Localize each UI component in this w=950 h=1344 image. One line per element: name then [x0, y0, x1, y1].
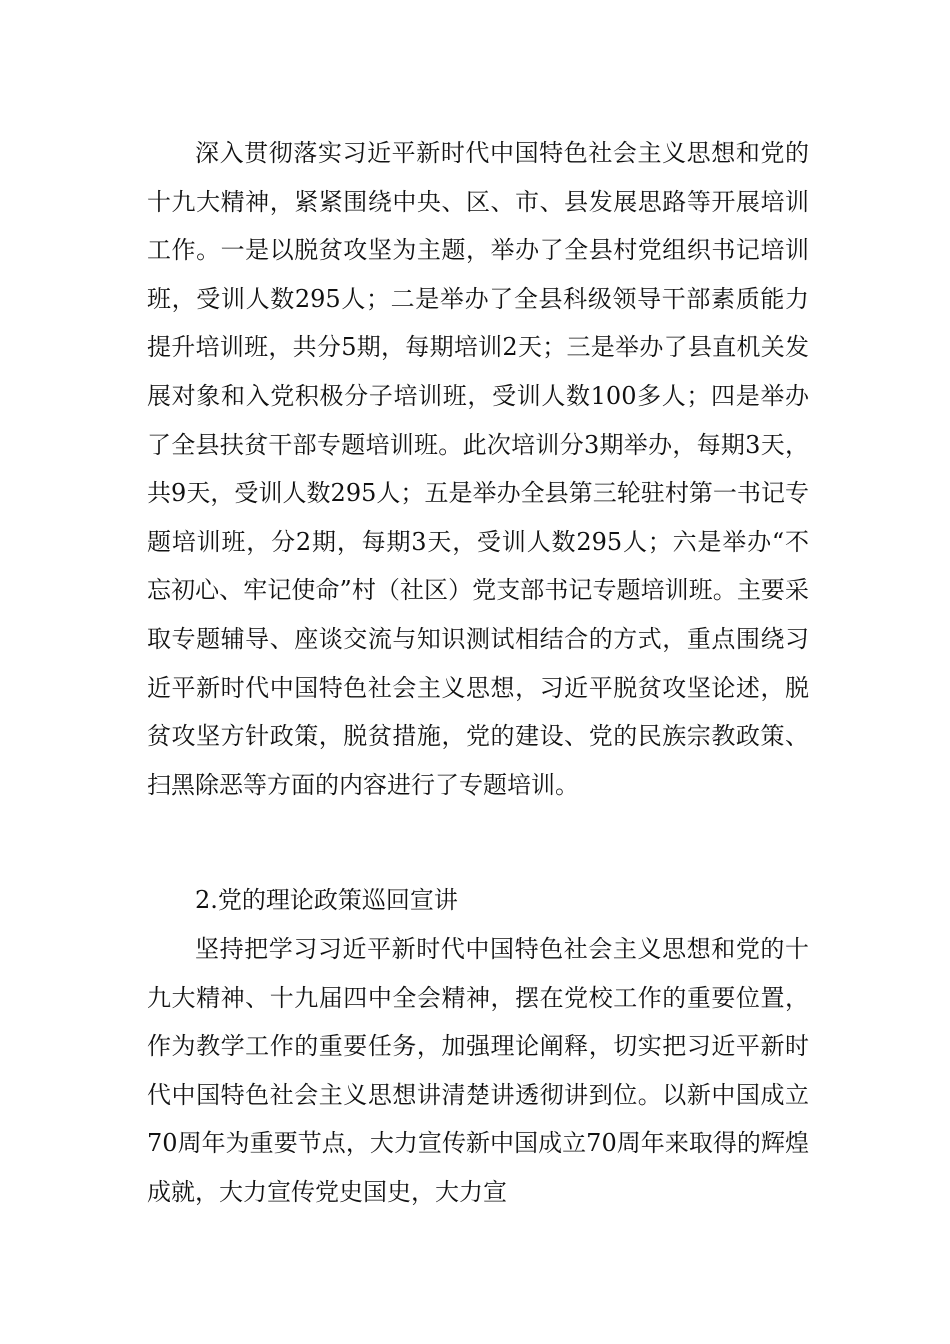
- paragraph-training-work: 深入贯彻落实习近平新时代中国特色社会主义思想和党的十九大精神，紧紧围绕中央、区、市、县发展思路等开展培训工作。一是以脱贫攻坚为主题，举办了全县村党组织书记培训班，受训人数295人；二是举办了全县科级领导干部素质能力提升培训班，共分5期，每期培训2天；三是举办了县直机关发展对象和入党积极分子培训班，受训人数100多人；四是举办了全县扶贫干部专题培训班。此次培训分3期举办，每期3天，共9天，受训人数295人；五是举办全县第三轮驻村第一书记专题培训班，分2期，每期3天，受训人数295人；六是举办“不忘初心、牢记使命”村（社区）党支部书记专题培训班。主要采取专题辅导、座谈交流与知识测试相结合的方式，重点围绕习近平新时代中国特色社会主义思想，习近平脱贫攻坚论述，脱贫攻坚方针政策，脱贫措施，党的建设、党的民族宗教政策、扫黑除恶等方面的内容进行了专题培训。: [147, 139, 809, 799]
- section-heading: 2.党的理论政策巡回宣讲: [195, 886, 458, 914]
- paragraph-theory-lectures: 坚持把学习习近平新时代中国特色社会主义思想和党的十九大精神、十九届四中全会精神，摆在党校工作的重要位置，作为教学工作的重要任务，加强理论阐释，切实把习近平新时代中国特色社会主义思想讲清楚讲透彻讲到位。以新中国成立70周年为重要节点，大力宣传新中国成立70周年来取得的辉煌成就，大力宣传党史国史，大力宣: [147, 935, 809, 1206]
